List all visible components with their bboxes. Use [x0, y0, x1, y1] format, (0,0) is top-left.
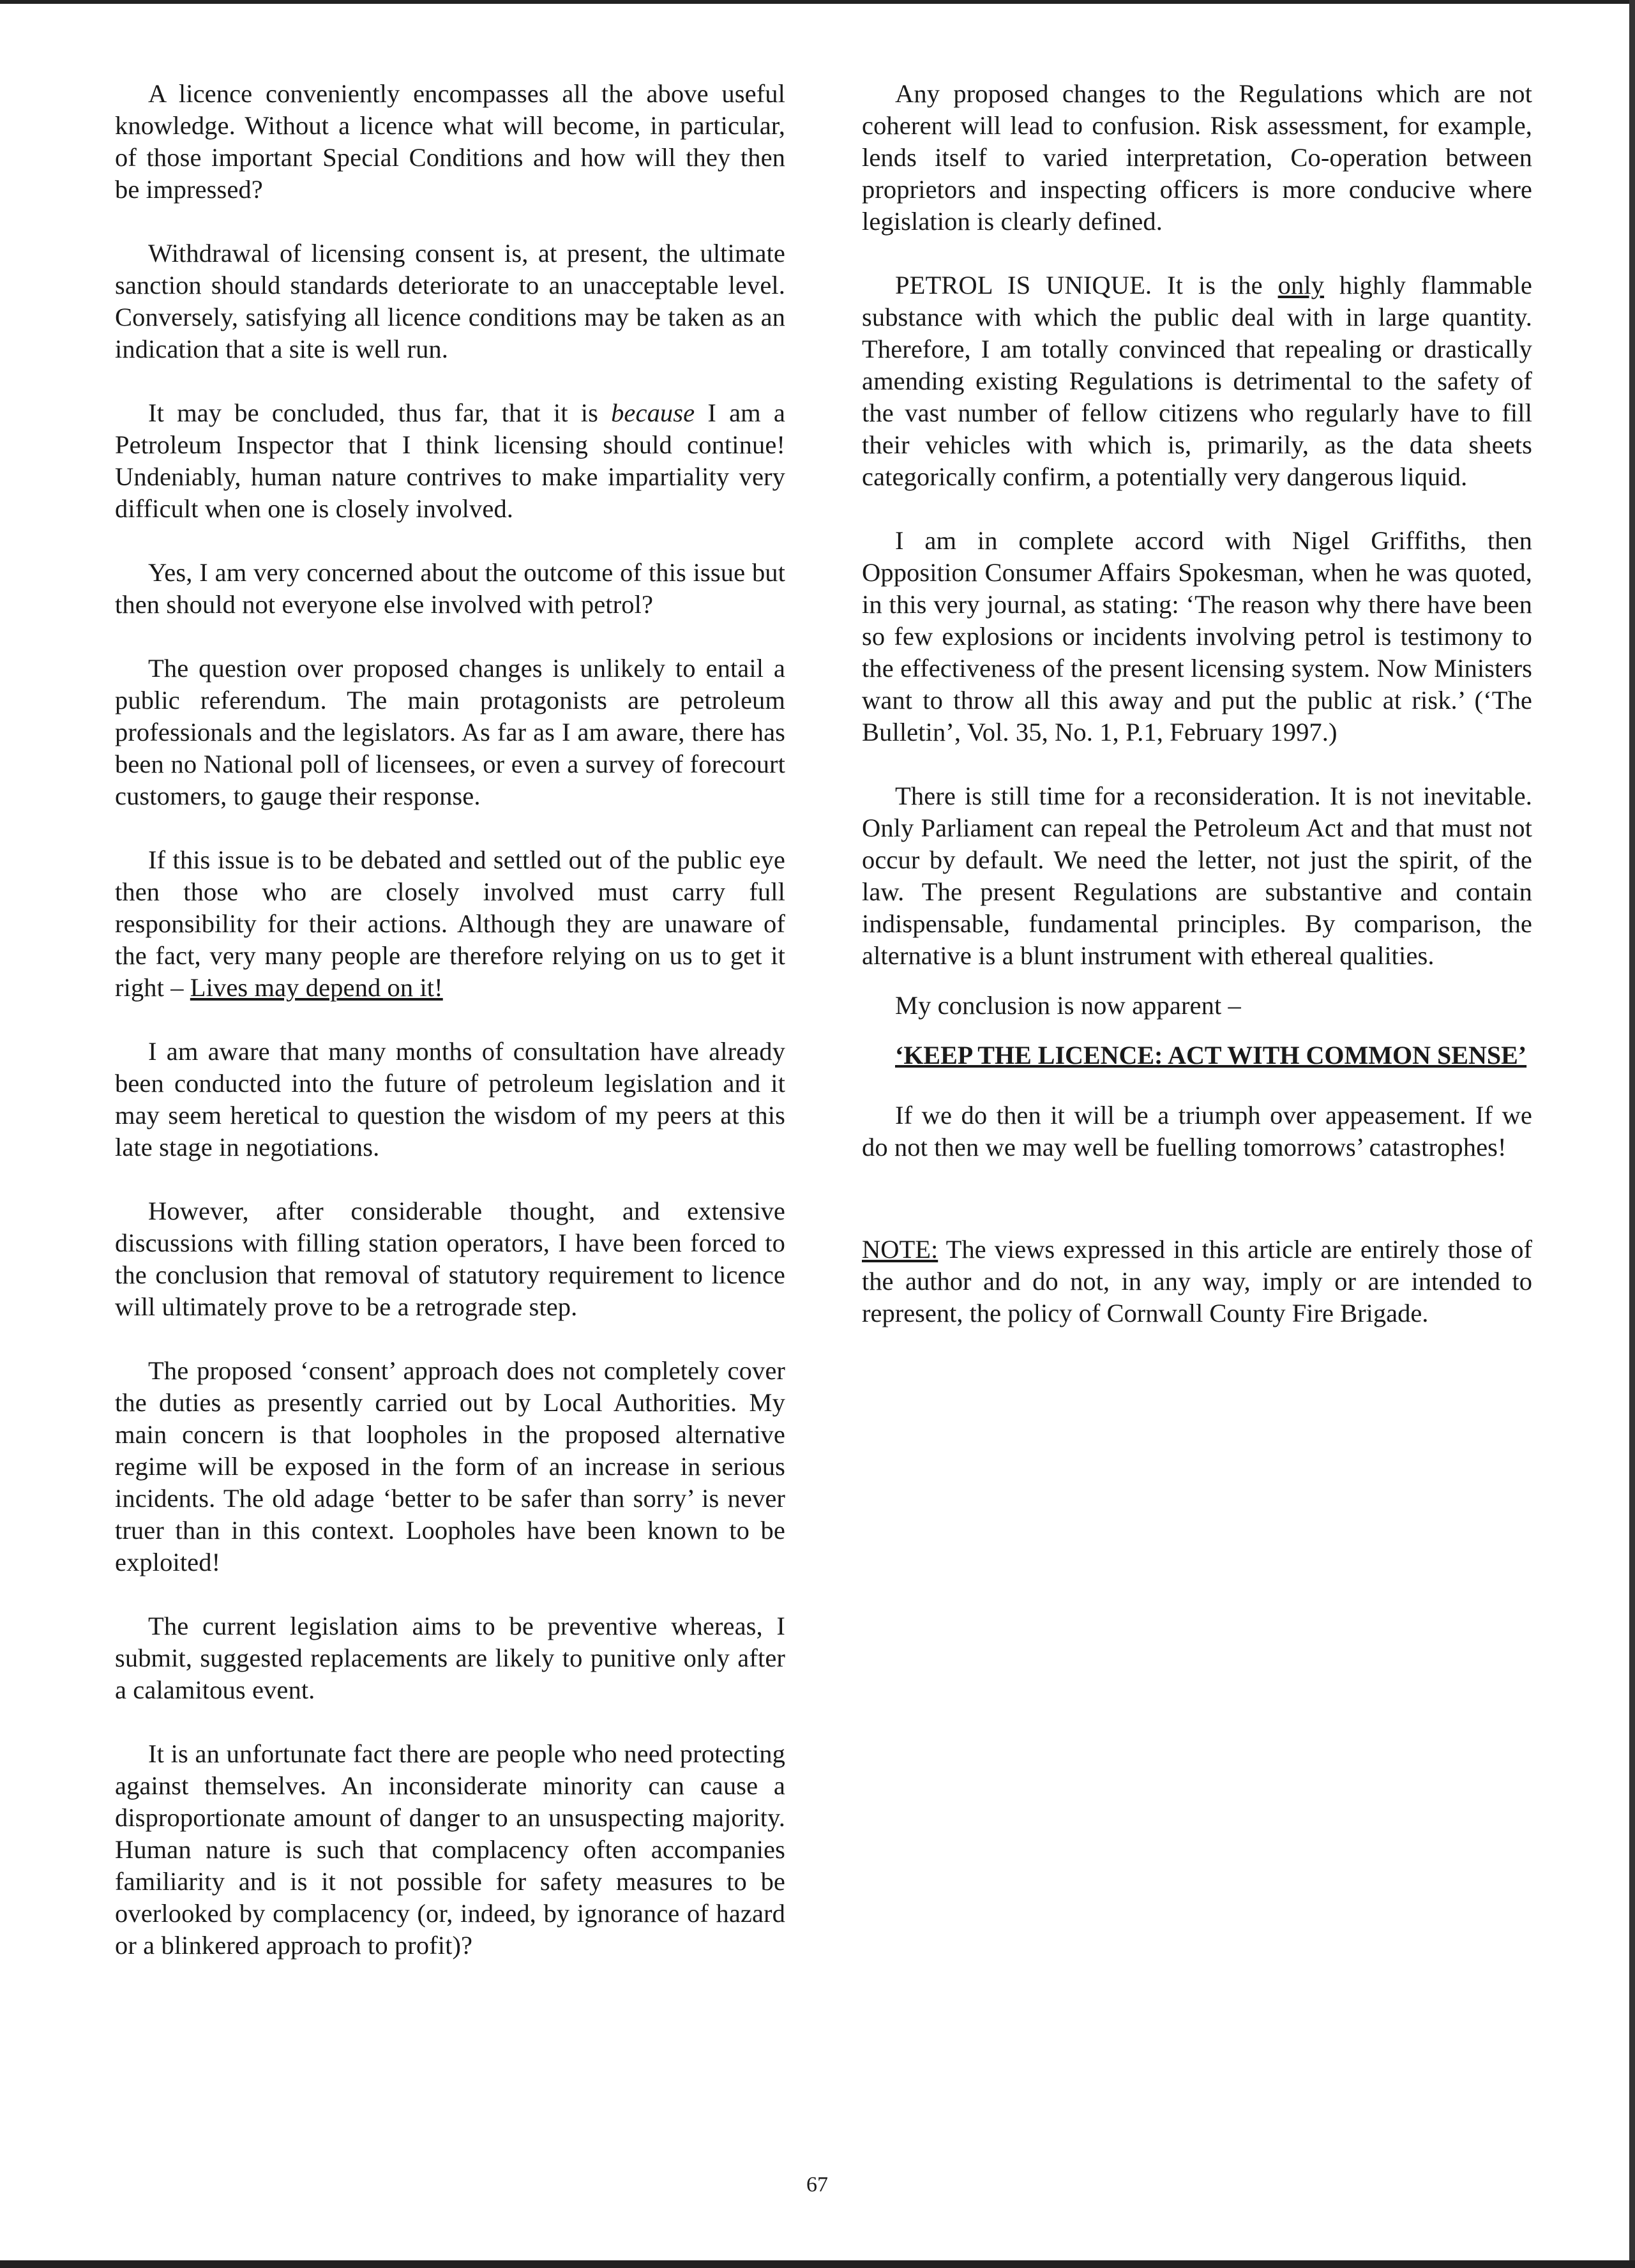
scan-edge-top [0, 0, 1635, 4]
note-text: The views expressed in this article are entirely those of the author and do not, in any way, imply or are intended to represent, the policy of Cornwall County Fire Brigade. [862, 1235, 1532, 1327]
paragraph-proposed-changes: Any proposed changes to the Regulations which are not coherent will lead to confusion. Risk assessment, for example, lends itself to varied interpretation, Co-operation between proprietors and inspecting officers is more conducive where legislation is clearly defined. [862, 79, 1532, 236]
scan-edge-bottom [0, 2260, 1635, 2268]
paragraph-text: I am a Petroleum Inspector that I think licensing should continue! Undeniably, human nature contrives to make impartiality very difficult when one is closely involved. [115, 398, 785, 523]
paragraph-referendum: The question over proposed changes is unlikely to entail a public referendum. The main protagonists are petroleum professionals and the legislators. As far as I am aware, there has been no National poll of licensees, or even a survey of forecourt customers, to gauge their response. [115, 654, 785, 810]
paragraph-unfortunate-fact: It is an unfortunate fact there are people who need protecting against themselves. An inconsiderate minority can cause a disproportionate amount of danger to an unsuspecting majority. Human nature is such that complacency often accompanies familiarity and is it not possible for safety measures to be overlooked by complacency (or, indeed, by ignorance of hazard or a blinkered approach to profit)? [115, 1739, 785, 1960]
paragraph-public-eye [115, 844, 785, 1004]
paragraph-withdrawal-consent: Withdrawal of licensing consent is, at present, the ultimate sanction should standards deteriorate to an unacceptable level. Conversely, satisfying all licence conditions may be taken as an indication that a site is well run. [115, 239, 785, 363]
right-column [862, 78, 1532, 1356]
emphasis-because: because [611, 398, 695, 427]
paragraph-conclusion: My conclusion is now apparent – [895, 991, 1241, 1020]
paragraph-text: PETROL IS UNIQUE. It is the [895, 271, 1278, 299]
left-column [115, 78, 785, 1993]
page-number: 67 [806, 2173, 828, 2196]
underlined-lives-may-depend: Lives may depend on it! [190, 973, 443, 1002]
paragraph-nigel-griffiths-quote: I am in complete accord with Nigel Griffiths, then Opposition Consumer Affairs Spokesman, when he was quoted, in this very journal, as stating: ‘The reason why there have been so few explosions or incidents involving petrol is testimony to the effectiveness of the present licensing system. Now Ministers want to throw all this away and put the public at risk.’ (‘The Bulletin’, Vol. 35, No. 1, P.1, February 1997.) [862, 526, 1532, 746]
paragraph-consent-approach: The proposed ‘consent’ approach does not completely cover the duties as presently carried out by Local Authorities. My main concern is that loopholes in the proposed alternative regime will be exposed in the form of an increase in serious incidents. The old adage ‘better to be safer than sorry’ is never truer than in this context. Loopholes have been known to be exploited! [115, 1356, 785, 1576]
paragraph-concerned-outcome: Yes, I am very concerned about the outcome of this issue but then should not everyone else involved with petrol? [115, 558, 785, 619]
paragraph-retrograde-step: However, after considerable thought, and extensive discussions with filling station operators, I have been forced to the conclusion that removal of statutory requirement to licence will ultimately prove to be a retrograde step. [115, 1197, 785, 1321]
conclusion-heading: ‘KEEP THE LICENCE: ACT WITH COMMON SENSE’ [895, 1041, 1527, 1070]
paragraph-consultation: I am aware that many months of consultation have already been conducted into the future of petroleum legislation and it may seem heretical to question the wisdom of my peers at this late stage in negotiations. [115, 1037, 785, 1161]
scan-edge-right [1629, 0, 1635, 2268]
paragraph-text: If this issue is to be debated and settled out of the public eye then those who are closely involved must carry full responsibility for their actions. Although they are unaware of the fact, very many people are therefore relying on us to get it right – [115, 845, 785, 1002]
note-label: NOTE: [862, 1235, 938, 1264]
paragraph-preventive-legislation: The current legislation aims to be preventive whereas, I submit, suggested replacements are likely to punitive only after a calamitous event. [115, 1612, 785, 1704]
underlined-only: only [1277, 271, 1325, 299]
paragraph-petroleum-inspector [115, 397, 785, 525]
paragraph-petrol-unique [862, 269, 1532, 493]
paragraph-triumph: If we do then it will be a triumph over appeasement. If we do not then we may well be fuelling tomorrows’ catastrophes! [862, 1101, 1532, 1161]
paragraph-text: highly flammable substance with which the public deal with in large quantity. Therefore, I am totally convinced that repealing or drastically amending existing Regulations is detrimental to the safety of the vast number of fellow citizens who regularly have to fill their vehicles with which is, primarily, as the data sheets categorically confirm, a potentially very dangerous liquid. [862, 271, 1532, 491]
paragraph-text: It may be concluded, thus far, that it is [148, 398, 612, 427]
paragraph-licence-knowledge: A licence conveniently encompasses all the above useful knowledge. Without a licence what will become, in particular, of those important Special Conditions and how will they then be impressed? [115, 79, 785, 204]
paragraph-reconsideration: There is still time for a reconsideration. It is not inevitable. Only Parliament can repeal the Petroleum Act and that must not occur by default. We need the letter, not just the spirit, of the law. The present Regulations are substantive and contain indispensable, fundamental principles. By comparison, the alternative is a blunt instrument with ethereal qualities. [862, 782, 1532, 970]
author-note [862, 1234, 1532, 1329]
